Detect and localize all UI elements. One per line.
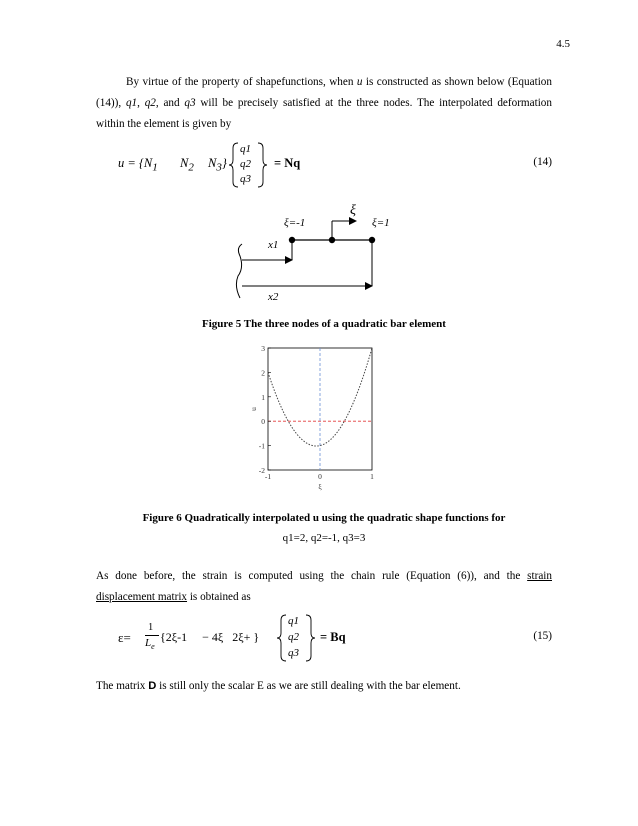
equation-15 <box>118 610 418 666</box>
x-tick-label: 0 <box>318 472 322 481</box>
equation-15-row: {2ξ-1 − 4ξ 2ξ+ } <box>160 630 260 644</box>
equation-15-rhs: = Bq <box>320 630 346 644</box>
equation-15-number: (15) <box>533 630 552 642</box>
paragraph-strain: As done before, the strain is computed using the chain rule (Equation (6)), and the strain displacement matrix is obtained as <box>96 570 552 603</box>
figure-6-caption-line2: q1=2, q2=-1, q3=3 <box>282 532 366 544</box>
strain-displacement-link[interactable]: strain displacement matrix <box>96 570 552 603</box>
equation-14-n3: $N_3$} <box>208 156 227 174</box>
x2-label: x2 <box>268 291 279 303</box>
equation-15-vec-1: q1 <box>288 615 299 627</box>
y-tick-label: -1 <box>258 441 265 451</box>
equation-14-vec-1: q1 <box>240 143 251 155</box>
x-tick-label: -1 <box>264 472 272 481</box>
equation-15-eps: ε= <box>118 630 131 645</box>
equation-14-lhs: $u = \{N_1$ <box>118 156 158 174</box>
y-tick-label: 0 <box>261 417 265 427</box>
equation-14-vec-2: q2 <box>240 158 251 170</box>
paragraph-matrix-d: The matrix D is still only the scalar E as we are still dealing with the bar element. <box>96 680 461 692</box>
page-number: 4.5 <box>556 38 570 50</box>
equation-14 <box>118 140 418 190</box>
equation-15-frac-den: $L_e$ <box>145 637 155 652</box>
equation-15-vec-3: q3 <box>288 647 299 659</box>
y-tick-label: 2 <box>261 368 265 378</box>
equation-15-vec-2: q2 <box>288 631 299 643</box>
figure-6-caption-line1: Figure 6 Quadratically interpolated u using the quadratic shape functions for <box>142 512 506 524</box>
paragraph-intro: By virtue of the property of shapefunctions, when u is constructed as shown below (Equation (14)), q1, q2, and q3 will be precisely satisfied at the three nodes. The interpolated deformation within the element is given by <box>96 76 552 130</box>
figure-6-chart <box>246 340 386 500</box>
equation-14-vec-3: q3 <box>240 173 251 185</box>
equation-14-number: (14) <box>533 156 552 168</box>
figure-5-caption: Figure 5 The three nodes of a quadratic bar element <box>202 318 446 330</box>
figure-5-diagram <box>222 196 422 308</box>
wall-support <box>236 244 242 298</box>
xi-label: ξ <box>350 203 356 218</box>
equation-14-rhs: = Nq <box>274 156 301 170</box>
left-node-label: ξ=-1 <box>284 217 306 229</box>
equation-15-frac-num: 1 <box>148 622 154 633</box>
x-tick-label: 1 <box>370 472 374 481</box>
right-node-label: ξ=1 <box>372 217 390 229</box>
x-axis-label: ξ <box>318 482 322 491</box>
y-tick-label: 1 <box>261 392 265 402</box>
x1-label: x1 <box>268 239 279 251</box>
y-axis-label: u <box>249 407 258 411</box>
y-tick-label: 3 <box>261 344 265 353</box>
y-tick-label: -2 <box>258 466 265 475</box>
equation-14-n2: $N_2$ <box>180 156 194 174</box>
